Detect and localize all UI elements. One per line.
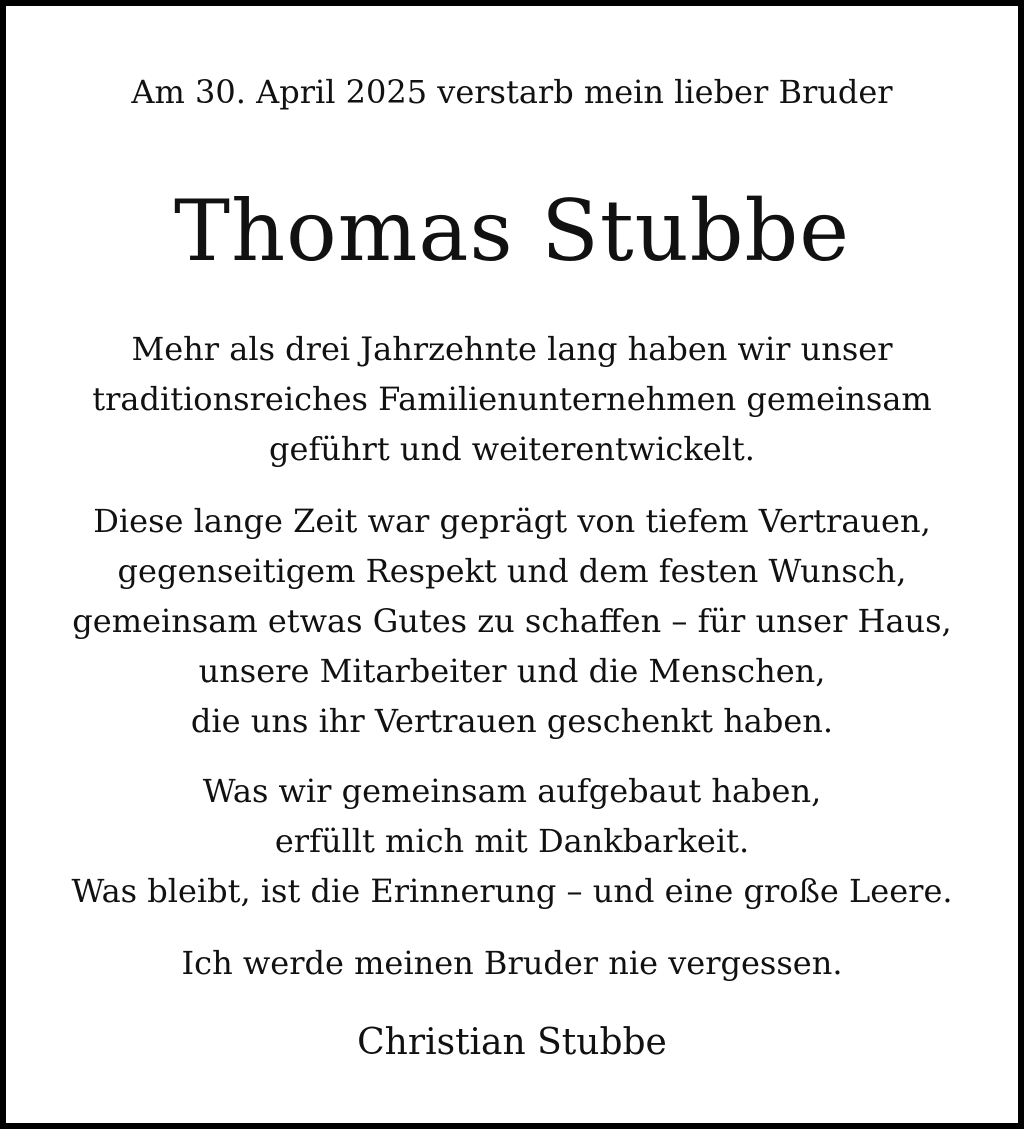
- paragraph-trust-respect: [12, 496, 1012, 746]
- signature: Christian Stubbe: [357, 1022, 667, 1063]
- paragraph-remembrance: [12, 938, 1012, 988]
- text-line: Was wir gemeinsam aufgebaut haben,: [202, 772, 822, 810]
- text-line: unsere Mitarbeiter und die Menschen,: [198, 652, 826, 690]
- paragraph-family-business: [12, 324, 1012, 474]
- text-line: erfüllt mich mit Dankbarkeit.: [274, 822, 750, 860]
- text-line: gegenseitigem Respekt und dem festen Wunsch,: [117, 552, 907, 590]
- text-line: Mehr als drei Jahrzehnte lang haben wir unser: [131, 330, 893, 368]
- intro-line: Am 30. April 2025 verstarb mein lieber Bruder: [131, 73, 893, 111]
- text-line: die uns ihr Vertrauen geschenkt haben.: [190, 702, 834, 740]
- text-line: gemeinsam etwas Gutes zu schaffen – für unser Haus,: [72, 602, 952, 640]
- text-line: traditionsreiches Familienunternehmen gemeinsam: [92, 380, 932, 418]
- text-line: Ich werde meinen Bruder nie vergessen.: [181, 944, 843, 982]
- text-line: Diese lange Zeit war geprägt von tiefem Vertrauen,: [93, 502, 931, 540]
- text-line: geführt und weiterentwickelt.: [269, 430, 755, 468]
- deceased-name: Thomas Stubbe: [174, 182, 850, 280]
- text-line: Was bleibt, ist die Erinnerung – und eine große Leere.: [71, 872, 953, 910]
- paragraph-gratitude: [12, 766, 1012, 916]
